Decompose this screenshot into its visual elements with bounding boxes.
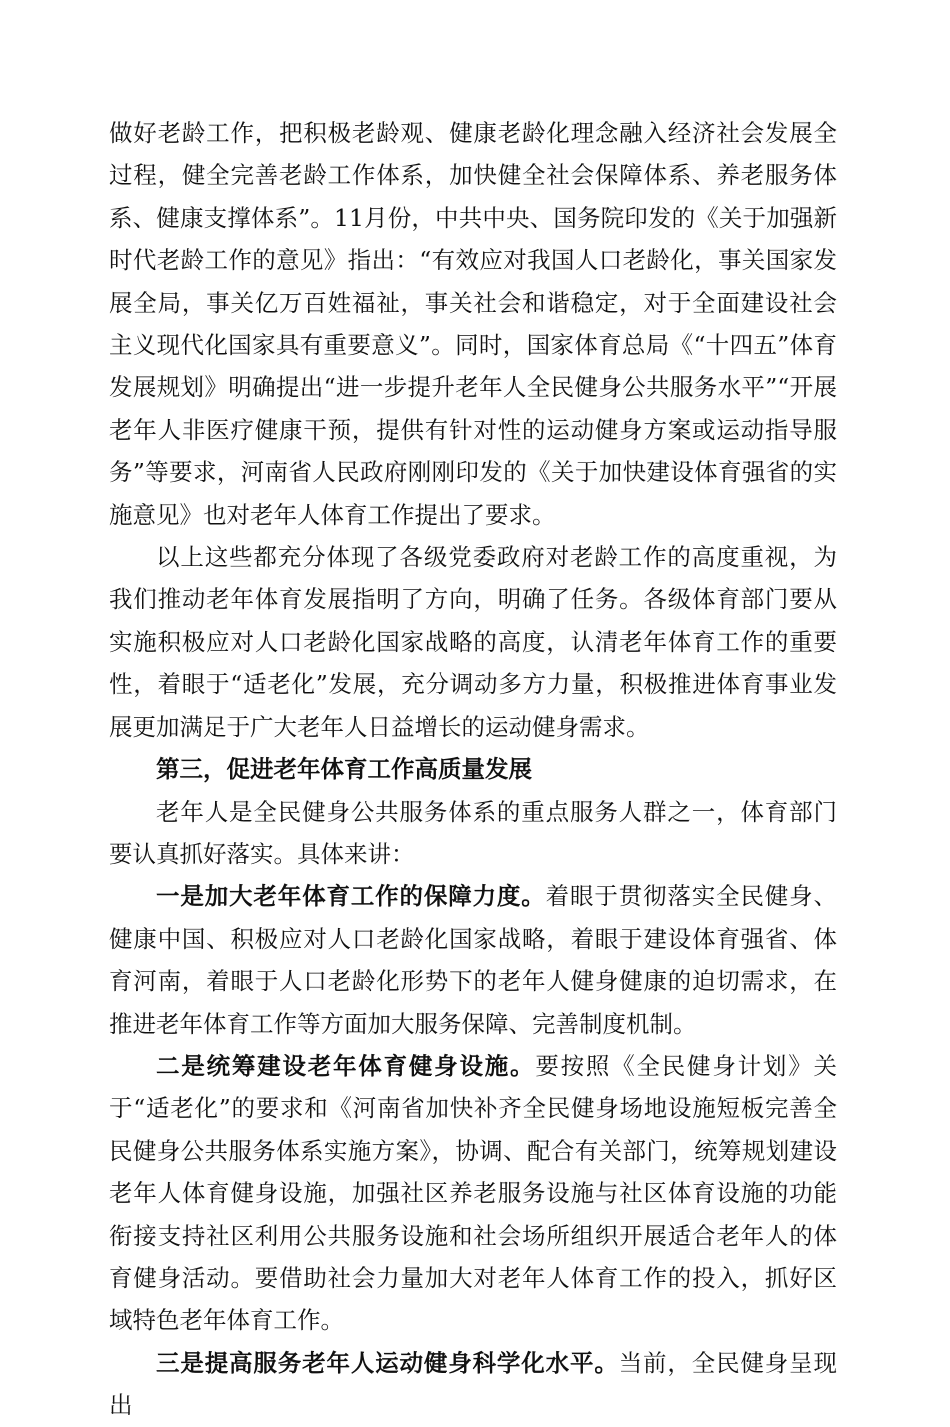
paragraph-6 bbox=[109, 1342, 837, 1427]
paragraph-1 bbox=[109, 112, 837, 536]
section-heading-text: 第三，促进老年体育工作高质量发展 bbox=[156, 755, 532, 784]
paragraph-6-lead: 三是提高服务老年人运动健身科学化水平。 bbox=[156, 1348, 619, 1377]
paragraph-5-text: 要按照《全民健身计划》关于“适老化”的要求和《河南省加快补齐全民健身场地设施短板完善全民健身公共服务体系实施方案》，协调、配合有关部门，统筹规划建设老年人体育健身设施，加强社区养老服务设施与社区体育设施的功能衔接支持社区利用公共服务设施和社会场所组织开展适合老年人的体育健身活动。要借助社会力量加大对老年人体育工作的投入，抓好区域特色老年体育工作。 bbox=[109, 1051, 838, 1335]
section-heading bbox=[109, 748, 837, 790]
paragraph-4-lead: 一是加大老年体育工作的保障力度。 bbox=[156, 882, 546, 911]
paragraph-6-text: 当前，全民健身呈现出 bbox=[109, 1348, 838, 1420]
paragraph-1-text: 做好老龄工作，把积极老龄观、健康老龄化理念融入经济社会发展全过程，健全完善老龄工作体系，加快健全社会保障体系、养老服务体系、健康支撑体系”。11月份，中共中央、国务院印发的《关于加强新时代老龄工作的意见》指出：“有效应对我国人口老龄化，事关国家发展全局，事关亿万百姓福祉，事关社会和谐稳定，对于全面建设社会主义现代化国家具有重要意义”。同时，国家体育总局《“十四五”体育发展规划》明确提出“进一步提升老年人全民健身公共服务水平”“开展老年人非医疗健康干预，提供有针对性的运动健身方案或运动指导服务”等要求，河南省人民政府刚刚印发的《关于加快建设体育强省的实施意见》也对老年人体育工作提出了要求。 bbox=[109, 119, 837, 529]
paragraph-4 bbox=[109, 875, 837, 1045]
paragraph-5 bbox=[109, 1045, 837, 1342]
paragraph-2-text: 以上这些都充分体现了各级党委政府对老龄工作的高度重视，为我们推动老年体育发展指明了方向，明确了任务。各级体育部门要从实施积极应对人口老龄化国家战略的高度，认清老年体育工作的重要性，着眼于“适老化”发展，充分调动多方力量，积极推进体育事业发展更加满足于广大老年人日益增长的运动健身需求。 bbox=[109, 543, 837, 741]
paragraph-4-text: 着眼于贯彻落实全民健身、健康中国、积极应对人口老龄化国家战略，着眼于建设体育强省、体育河南，着眼于人口老龄化形势下的老年人健身健康的迫切需求，在推进老年体育工作等方面加大服务保障、完善制度机制。 bbox=[109, 882, 838, 1038]
paragraph-2 bbox=[109, 536, 837, 748]
document-body bbox=[109, 112, 837, 1427]
paragraph-5-lead: 二是统筹建设老年体育健身设施。 bbox=[156, 1051, 536, 1080]
paragraph-3-text: 老年人是全民健身公共服务体系的重点服务人群之一，体育部门要认真抓好落实。具体来讲： bbox=[109, 797, 837, 868]
paragraph-3 bbox=[109, 791, 837, 876]
